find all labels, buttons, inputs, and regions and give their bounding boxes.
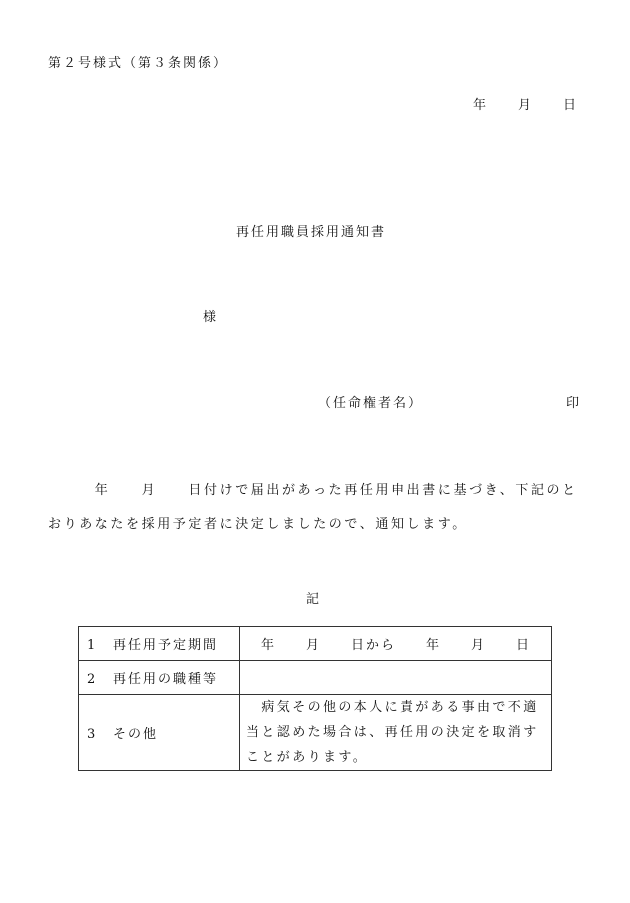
row-label-cell xyxy=(79,695,240,771)
row-label: 再任用の職種等 xyxy=(113,672,219,687)
date-line: 年 月 日 xyxy=(473,98,579,113)
form-number: 第２号様式（第３条関係） xyxy=(48,56,229,71)
seal-mark: 印 xyxy=(566,396,582,411)
row-number: 2 xyxy=(87,672,98,687)
table-row xyxy=(79,627,552,661)
notice-body-text: 年 月 日付けで届出があった再任用申出書に基づき、下記のとおりあなたを採用予定者に決定しましたので、通知します。 xyxy=(48,483,578,532)
document-title: 再任用職員採用通知書 xyxy=(236,225,387,240)
table-row xyxy=(79,695,552,771)
ki-heading: 記 xyxy=(306,592,322,607)
row-label: その他 xyxy=(113,727,159,742)
row-label-cell xyxy=(79,627,240,661)
appointing-authority-label: （任命権者名） xyxy=(318,396,424,411)
row-value-cell: 病気その他の本人に責がある事由で不適当と認めた場合は、再任用の決定を取消すことがあります。 xyxy=(240,695,552,771)
row-number: 1 xyxy=(87,638,98,653)
detail-table xyxy=(78,626,552,771)
row-number: 3 xyxy=(87,727,98,742)
row-value-cell xyxy=(240,661,552,695)
addressee-suffix: 様 xyxy=(203,310,219,325)
row-label-cell xyxy=(79,661,240,695)
row-label: 再任用予定期間 xyxy=(113,638,219,653)
row-value-cell: 年 月 日から 年 月 日 xyxy=(240,627,552,661)
table-row xyxy=(79,661,552,695)
